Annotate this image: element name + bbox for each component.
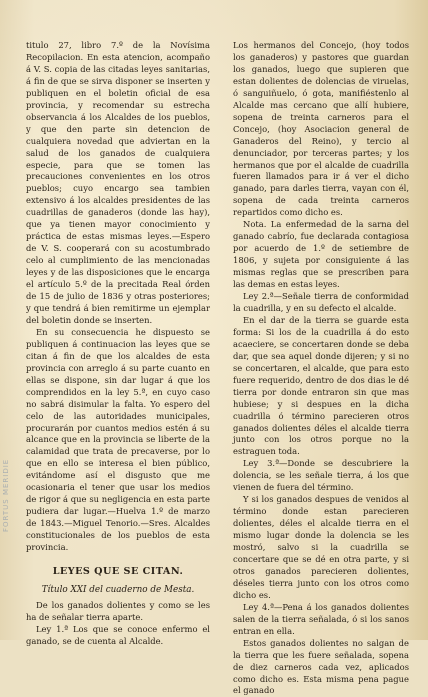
left-paragraph-2: En su consecuencia he dispuesto se publiquen á continuacion las leyes que se citan á fin de que los alcaldes de esta provincia con arreglo á su parte cuanto en ellas se dispone, sin dar lugar á que los comprendidos en la ley 5.ª, en cuyo caso no sabrá disimular la falta. Yo espero del celo de las autoridades municipales, procurarán por cuantos medios estén á su alcance que en la provincia se liberte de la calamidad que trata de precaverse, por lo que en ello se interesa el bien público, evitándome así el disgusto que me ocasionaria el tener que usar los medios de rigor á que su negligencia en esta parte pudiera dar lugar.—Huelva 1.º de marzo de 1843.—Miguel Tenorio.—Sres. Alcaldes constitucionales de los pueblos de esta provincia. — [26, 326, 210, 553]
right-paragraph-2: Nota. La enfermedad de la sarna del ganado cabrío, fue declarada contagiosa por acuerdo de 1.º de setiembre de 1806, y sujeta por consiguiente á las mismas reglas que se prescriben para las demas en estas leyes. — [233, 219, 409, 290]
left-sub-paragraph-2: Ley 1.ª Los que se conoce enfermo el ganado, se de cuenta al Alcalde. — [26, 623, 210, 646]
right-paragraph-5: Ley 3.ª—Donde se descubriere la dolencia, se les señale tierra, á los que vienen de fuera del término. — [233, 458, 409, 493]
section-subheading: Título XXI del cuaderno de Mesta. — [41, 584, 195, 595]
left-paragraph-1: titulo 27, libro 7.º de la Novísima Recopilacion. En esta atencion, acompaño á V. S. copia de las citadas leyes sanitarias, á fin de que se sirva disponer se inserten y publiquen en el boletin oficial de esa provincia, y recomendar su estrecha observancia á los Alcaldes de los pueblos, y que den parte sin detencion de cualquiera novedad que adviertan en la salud de los ganados de cualquiera especie, para que se tomen las precauciones convenientes en los otros pueblos; cuyo encargo sea tambien extensivo á los alcaldes presidentes de las cuadrillas de ganaderos (donde las hay), que ya tienen mayor conocimiento y práctica de estas mismas leyes.—Espero de V. S. cooperará con su acostumbrado celo al cumplimiento de las mencionadas leyes y de las disposiciones que le encarga el artículo 5.º de la precitada Real órden de 15 de julio de 1836 y otras posteriores; y que tendrá á bien remitirme un ejemplar del boletin donde se inserten. — [26, 40, 210, 325]
right-column — [233, 40, 409, 696]
right-paragraph-1: Los hermanos del Concejo, (hoy todos los ganaderos) y pastores que guardan los ganados, luego que supieren que estan dolientes de dolencias de viruelas, ó sanguiñuelo, ó gota, manifiéstenlo al Alcalde mas cercano que allí hubiere, sopena de treinta carneros para el Concejo, (hoy Asociacion general de Ganaderos del Reino), y tercio al denunciador, por terceras partes; y los hermanos que por el alcalde de cuadrilla fueren llamados para ir á ver el dicho ganado, para darles tierra, vayan con él, sopena de cada treinta carneros repartidos como dicho es. — [233, 40, 409, 218]
right-paragraph-3: Ley 2.ª—Señale tierra de conformidad la cuadrilla, y en su defecto el alcalde. — [233, 291, 409, 313]
right-paragraph-8: Estos ganados dolientes no salgan de la tierra que les fuere señalada, sopena de diez carneros cada vez, aplicados como dicho es. Esta misma pena pague el ganado — [233, 637, 409, 696]
section-heading: LEYES QUE SE CITAN. — [52, 565, 184, 577]
right-paragraph-4: En el dar de la tierra se guarde esta forma: Si los de la cuadrilla á do esto acaeciere, se concertaren donde se deba dar, que sea aquel donde dijeren; y si no se concertaren, el alcalde, que para esto fuere requerido, dentro de dos dias le dé tierra por donde entraron sin que mas hubiese; y si despues en la dicha cuadrilla ó término parecieren otros ganados dolientes déles el alcalde tierra junto con los otros porque no la estraguen toda. — [233, 314, 409, 457]
right-paragraph-7: Ley 4.ª—Pena á los ganados dolientes salen de la tierra señalada, ó si los sanos entran en ella. — [233, 601, 409, 636]
left-sub-paragraph-1: De los ganados dolientes y como se les ha de señalar tierra aparte. — [26, 599, 210, 622]
right-paragraph-6: Y si los ganados despues de venidos al término donde estan parecieren dolientes, déles el alcalde tierra en el mismo lugar donde la dolencia se les mostró, salvo si la cuadrilla se concertare que se dé en otra parte, y si otros ganados parecieren dolientes, déseles tierra junto con los otros como dicho es. — [233, 494, 409, 600]
library-stamp: FORTUS MERIDIE — [2, 458, 10, 532]
left-column — [26, 40, 210, 646]
